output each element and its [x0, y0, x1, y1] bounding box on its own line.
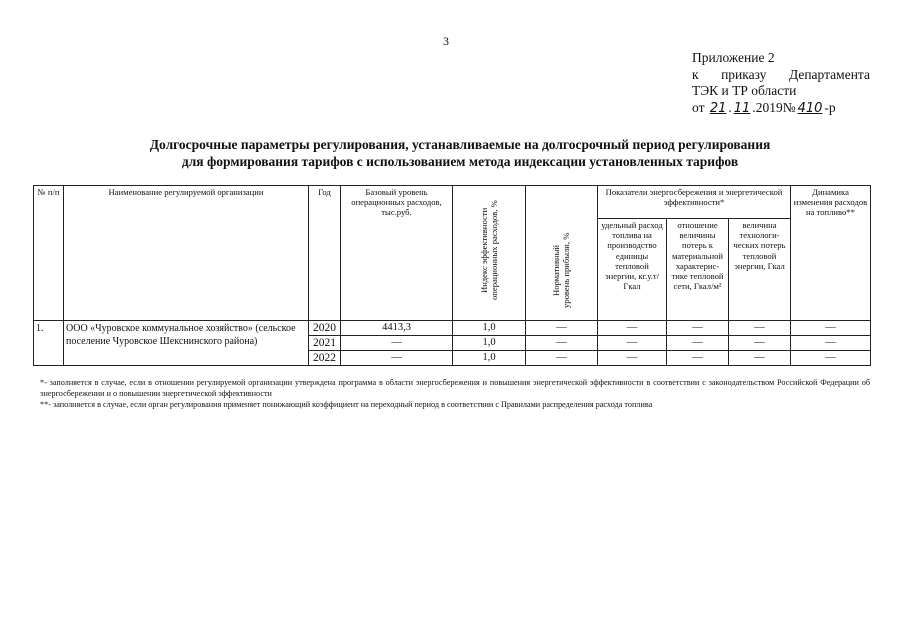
row-loss-ratio: — — [667, 336, 729, 351]
appendix-word: к — [692, 66, 699, 82]
header-energy-group: Показатели энергосбережения и энергетической эффективности* — [598, 186, 791, 219]
document-title — [60, 136, 860, 170]
header-tech-loss: величина технологи-ческих потерь тепловой энергии, Гкал — [729, 219, 791, 321]
row-loss-ratio: — — [667, 351, 729, 366]
appendix-date-line — [692, 100, 870, 118]
header-profit: Нормативный уровень прибыли, % — [551, 232, 572, 308]
header-dynamics: Динамика изменения расходов на топливо** — [791, 186, 871, 321]
row-tech-loss: — — [729, 351, 791, 366]
header-index: Индекс эффективности операционных расходов, % — [478, 199, 499, 300]
header-row-1 — [34, 186, 871, 219]
header-profit-cell — [526, 186, 598, 321]
header-num: № п/п — [34, 186, 64, 321]
row-dynamics: — — [791, 351, 871, 366]
row-dynamics: — — [791, 321, 871, 336]
row-index: 1,0 — [453, 351, 526, 366]
row-loss-ratio: — — [667, 321, 729, 336]
title-line-2: для формирования тарифов с использованием метода индексации установленных тарифов — [181, 154, 739, 169]
header-index-cell — [453, 186, 526, 321]
row-fuel: — — [598, 321, 667, 336]
order-number: 410 — [797, 100, 823, 116]
footnotes — [40, 377, 870, 410]
row-index: 1,0 — [453, 321, 526, 336]
header-org: Наименование регулируемой организации — [64, 186, 309, 321]
appendix-word: Департамента — [788, 66, 870, 82]
date-sep: . — [728, 99, 732, 115]
header-year: Год — [309, 186, 341, 321]
row-profit: — — [526, 321, 598, 336]
row-year: 2020 — [309, 321, 341, 336]
appendix-title: Приложение 2 — [692, 50, 775, 65]
row-profit: — — [526, 336, 598, 351]
row-base: — — [341, 351, 453, 366]
date-day: 21 — [709, 100, 727, 116]
row-tech-loss: — — [729, 321, 791, 336]
appendix-word: приказу — [721, 66, 767, 82]
appendix-department: ТЭК и ТР области — [692, 83, 797, 98]
header-loss-ratio: отношение величины потерь к материальной характерис-тике тепловой сети, Гкал/м² — [667, 219, 729, 321]
date-month: 11 — [733, 100, 751, 116]
row-index: 1,0 — [453, 336, 526, 351]
row-base: — — [341, 336, 453, 351]
order-suffix: -р — [824, 99, 836, 115]
row-num: 1. — [34, 321, 64, 366]
row-dynamics: — — [791, 336, 871, 351]
row-year: 2021 — [309, 336, 341, 351]
date-prefix: от — [692, 99, 705, 115]
row-tech-loss: — — [729, 336, 791, 351]
page-number: 3 — [443, 34, 449, 48]
appendix-order-line — [692, 67, 870, 84]
title-line-1: Долгосрочные параметры регулирования, устанавливаемые на долгосрочный период регулирования — [149, 137, 771, 152]
table-row — [34, 321, 871, 336]
row-fuel: — — [598, 336, 667, 351]
row-year: 2022 — [309, 351, 341, 366]
footnote-2: **- заполняется в случае, если орган регулирования применяет понижающий коэффициент на переходный период в соответствии с Правилами распределения расхода топлива — [40, 400, 653, 409]
row-base: 4413,3 — [341, 321, 453, 336]
header-fuel: удельный расход топлива на производство единицы тепловой энергии, кг.у.т/Гкал — [598, 219, 667, 321]
header-base: Базовый уровень операционных расходов, тыс.руб. — [341, 186, 453, 321]
footnote-1: *- заполняется в случае, если в отношении регулируемой организации утверждена программа в области энергосбережения и повышения энергетической эффективности в соответствии с законодательством Российской Федерации об энергосбережении и о повышении энергетической эффективности — [40, 378, 870, 398]
parameters-table — [33, 185, 871, 366]
row-profit: — — [526, 351, 598, 366]
appendix-block — [692, 50, 870, 117]
row-fuel: — — [598, 351, 667, 366]
date-year: .2019№ — [752, 99, 796, 115]
row-org: ООО «Чуровское коммунальное хозяйство» (сельское поселение Чуровское Шекснинского района) — [64, 321, 309, 366]
